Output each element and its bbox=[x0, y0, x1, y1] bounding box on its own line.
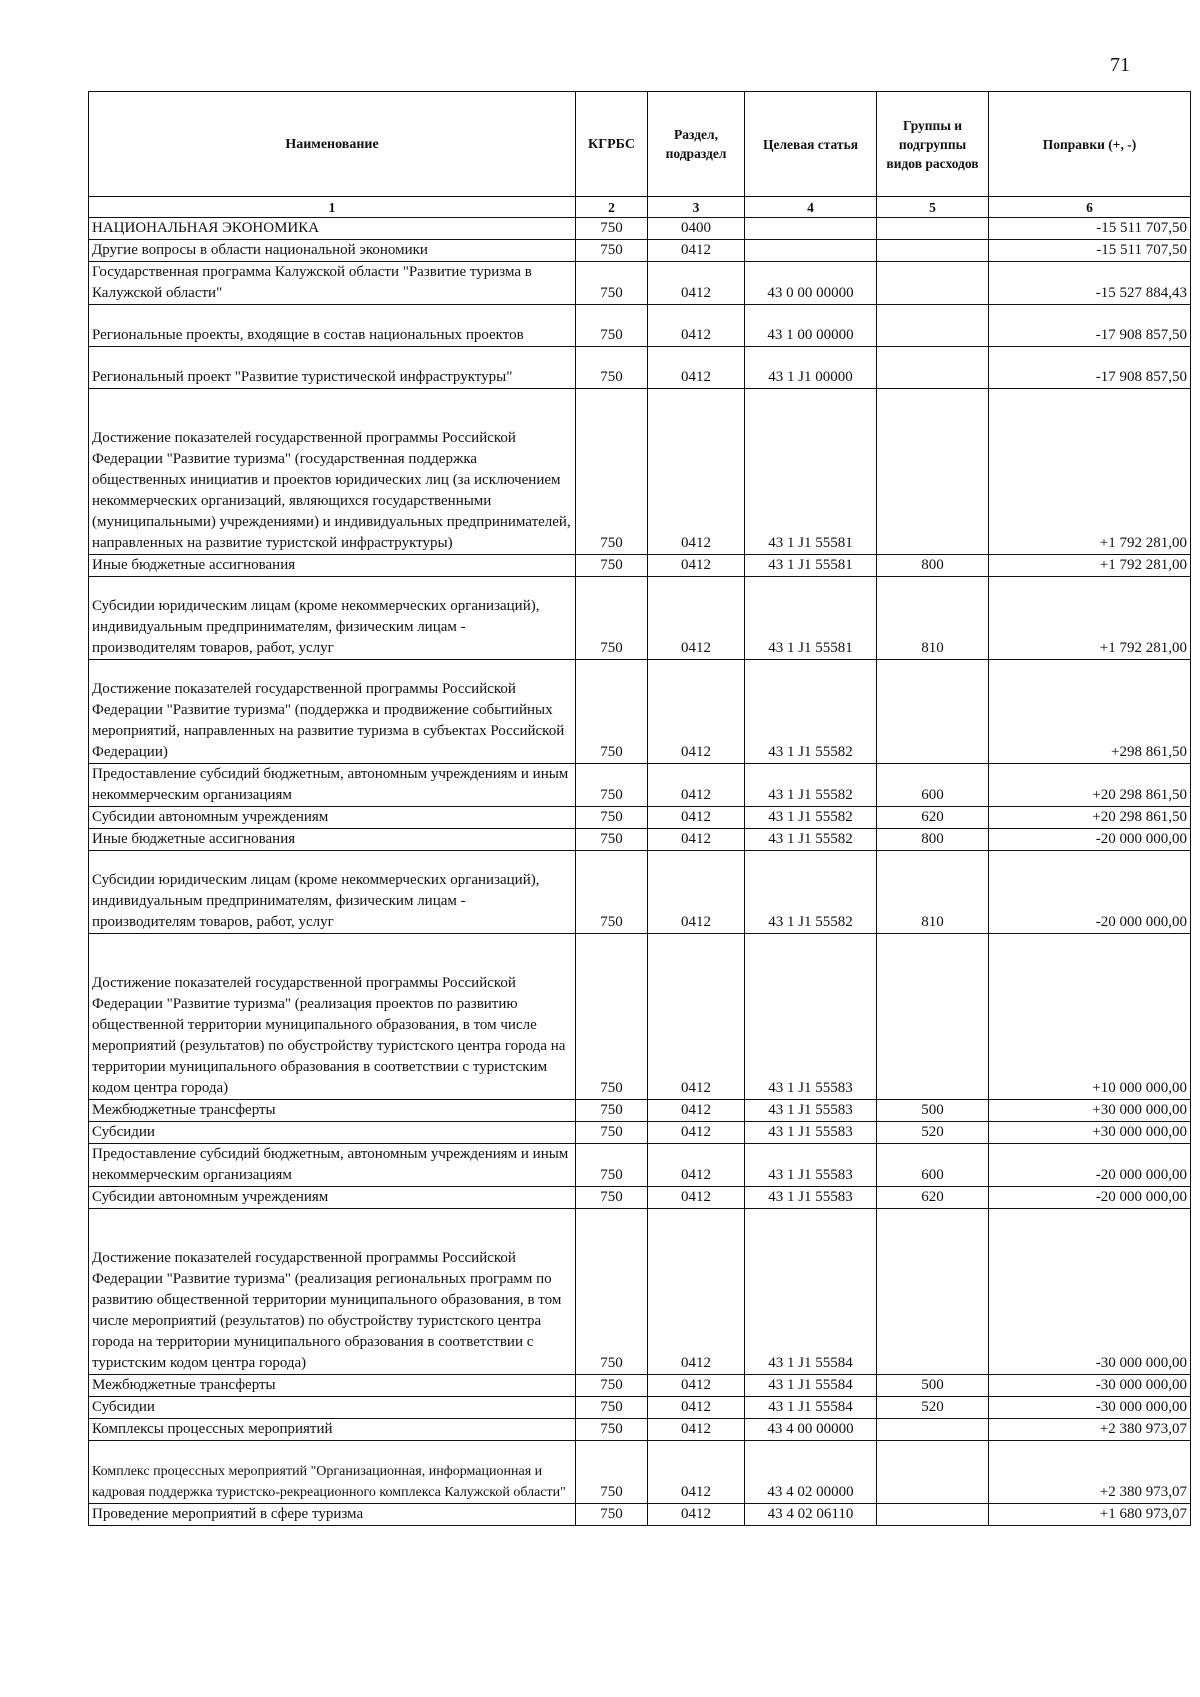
row-amount: +1 680 973,07 bbox=[989, 1504, 1191, 1526]
row-name: Региональные проекты, входящие в состав национальных проектов bbox=[89, 305, 576, 347]
row-target-article: 43 1 J1 00000 bbox=[745, 347, 877, 389]
table-row bbox=[89, 240, 1191, 262]
row-amount: -30 000 000,00 bbox=[989, 1397, 1191, 1419]
table-row bbox=[89, 829, 1191, 851]
row-kgrbs: 750 bbox=[576, 1397, 648, 1419]
row-section: 0412 bbox=[648, 1375, 745, 1397]
row-kgrbs: 750 bbox=[576, 829, 648, 851]
row-expense-group bbox=[877, 1209, 989, 1375]
row-section: 0412 bbox=[648, 829, 745, 851]
row-amount: +1 792 281,00 bbox=[989, 555, 1191, 577]
row-name: Предоставление субсидий бюджетным, автономным учреждениям и иным некоммерческим организациям bbox=[89, 764, 576, 807]
row-section: 0412 bbox=[648, 1187, 745, 1209]
row-name: Субсидии юридическим лицам (кроме некоммерческих организаций), индивидуальным предпринимателям, физическим лицам - производителям товаров, работ, услуг bbox=[89, 851, 576, 934]
table-row bbox=[89, 851, 1191, 934]
row-section: 0412 bbox=[648, 807, 745, 829]
row-kgrbs: 750 bbox=[576, 240, 648, 262]
row-amount: -30 000 000,00 bbox=[989, 1209, 1191, 1375]
row-kgrbs: 750 bbox=[576, 1209, 648, 1375]
row-target-article: 43 4 02 00000 bbox=[745, 1441, 877, 1504]
row-amount: +1 792 281,00 bbox=[989, 577, 1191, 660]
column-number: 4 bbox=[745, 197, 877, 218]
row-target-article: 43 1 J1 55581 bbox=[745, 555, 877, 577]
row-amount: -17 908 857,50 bbox=[989, 347, 1191, 389]
table-row bbox=[89, 934, 1191, 1100]
row-expense-group bbox=[877, 1504, 989, 1526]
row-amount: +20 298 861,50 bbox=[989, 807, 1191, 829]
row-expense-group: 810 bbox=[877, 577, 989, 660]
row-kgrbs: 750 bbox=[576, 389, 648, 555]
row-expense-group bbox=[877, 1419, 989, 1441]
row-target-article: 43 1 J1 55582 bbox=[745, 829, 877, 851]
row-name: Достижение показателей государственной программы Российской Федерации "Развитие туризма" (государственная поддержка общественных инициатив и проектов юридических лиц (за исключением некоммерческих организаций, являющихся государственными (муниципальными) учреждениями) и индивидуальных предпринимателей, направленных на развитие туристской инфраструктуры) bbox=[89, 389, 576, 555]
header-expense-group: Группы и подгруппы видов расходов bbox=[877, 92, 989, 197]
row-expense-group bbox=[877, 347, 989, 389]
row-name: Региональный проект "Развитие туристической инфраструктуры" bbox=[89, 347, 576, 389]
column-number: 6 bbox=[989, 197, 1191, 218]
table-column-numbers-row bbox=[89, 197, 1191, 218]
column-number: 1 bbox=[89, 197, 576, 218]
row-kgrbs: 750 bbox=[576, 347, 648, 389]
row-kgrbs: 750 bbox=[576, 764, 648, 807]
row-section: 0412 bbox=[648, 1100, 745, 1122]
table-row bbox=[89, 764, 1191, 807]
row-target-article: 43 1 J1 55583 bbox=[745, 934, 877, 1100]
table-row bbox=[89, 1397, 1191, 1419]
row-target-article: 43 1 J1 55581 bbox=[745, 577, 877, 660]
row-section: 0412 bbox=[648, 1209, 745, 1375]
row-kgrbs: 750 bbox=[576, 807, 648, 829]
row-name: Достижение показателей государственной программы Российской Федерации "Развитие туризма" (поддержка и продвижение событийных мероприятий, направленных на развитие туризма в субъектах Российской Федерации) bbox=[89, 660, 576, 764]
row-amount: +10 000 000,00 bbox=[989, 934, 1191, 1100]
row-kgrbs: 750 bbox=[576, 1122, 648, 1144]
table-body bbox=[89, 218, 1191, 1526]
budget-amendments-table bbox=[88, 91, 1191, 1526]
table-header-row bbox=[89, 92, 1191, 197]
row-expense-group: 520 bbox=[877, 1122, 989, 1144]
row-target-article: 43 0 00 00000 bbox=[745, 262, 877, 305]
row-target-article: 43 1 J1 55581 bbox=[745, 389, 877, 555]
row-kgrbs: 750 bbox=[576, 660, 648, 764]
row-target-article: 43 4 02 06110 bbox=[745, 1504, 877, 1526]
table-row bbox=[89, 1419, 1191, 1441]
table-row bbox=[89, 262, 1191, 305]
table-row bbox=[89, 555, 1191, 577]
row-target-article: 43 1 00 00000 bbox=[745, 305, 877, 347]
header-amendments: Поправки (+, -) bbox=[989, 92, 1191, 197]
row-name: Проведение мероприятий в сфере туризма bbox=[89, 1504, 576, 1526]
row-amount: +30 000 000,00 bbox=[989, 1100, 1191, 1122]
row-target-article: 43 4 00 00000 bbox=[745, 1419, 877, 1441]
table-row bbox=[89, 1504, 1191, 1526]
header-target-article: Целевая статья bbox=[745, 92, 877, 197]
row-kgrbs: 750 bbox=[576, 934, 648, 1100]
row-name: Иные бюджетные ассигнования bbox=[89, 829, 576, 851]
row-expense-group bbox=[877, 389, 989, 555]
table-row bbox=[89, 660, 1191, 764]
column-number: 2 bbox=[576, 197, 648, 218]
row-amount: +30 000 000,00 bbox=[989, 1122, 1191, 1144]
row-amount: -15 511 707,50 bbox=[989, 218, 1191, 240]
row-section: 0412 bbox=[648, 660, 745, 764]
row-amount: +1 792 281,00 bbox=[989, 389, 1191, 555]
row-amount: +2 380 973,07 bbox=[989, 1441, 1191, 1504]
row-expense-group: 600 bbox=[877, 1144, 989, 1187]
row-kgrbs: 750 bbox=[576, 1100, 648, 1122]
row-name: Субсидии автономным учреждениям bbox=[89, 807, 576, 829]
row-kgrbs: 750 bbox=[576, 1375, 648, 1397]
row-expense-group: 620 bbox=[877, 807, 989, 829]
row-target-article: 43 1 J1 55583 bbox=[745, 1187, 877, 1209]
row-name: Субсидии юридическим лицам (кроме некоммерческих организаций), индивидуальным предпринимателям, физическим лицам - производителям товаров, работ, услуг bbox=[89, 577, 576, 660]
row-expense-group bbox=[877, 934, 989, 1100]
table-row bbox=[89, 218, 1191, 240]
row-section: 0412 bbox=[648, 577, 745, 660]
row-name: Субсидии bbox=[89, 1397, 576, 1419]
row-expense-group bbox=[877, 305, 989, 347]
row-expense-group: 810 bbox=[877, 851, 989, 934]
table-row bbox=[89, 1441, 1191, 1504]
table-row bbox=[89, 389, 1191, 555]
row-kgrbs: 750 bbox=[576, 1504, 648, 1526]
row-kgrbs: 750 bbox=[576, 1144, 648, 1187]
row-name: Межбюджетные трансферты bbox=[89, 1100, 576, 1122]
row-amount: -20 000 000,00 bbox=[989, 851, 1191, 934]
row-section: 0412 bbox=[648, 305, 745, 347]
row-expense-group: 500 bbox=[877, 1375, 989, 1397]
header-kgrbs: КГРБС bbox=[576, 92, 648, 197]
row-target-article: 43 1 J1 55582 bbox=[745, 851, 877, 934]
row-target-article bbox=[745, 240, 877, 262]
table-row bbox=[89, 807, 1191, 829]
row-target-article: 43 1 J1 55582 bbox=[745, 660, 877, 764]
row-amount: -17 908 857,50 bbox=[989, 305, 1191, 347]
row-kgrbs: 750 bbox=[576, 851, 648, 934]
row-section: 0412 bbox=[648, 934, 745, 1100]
row-target-article: 43 1 J1 55582 bbox=[745, 764, 877, 807]
row-amount: +20 298 861,50 bbox=[989, 764, 1191, 807]
row-kgrbs: 750 bbox=[576, 305, 648, 347]
table-row bbox=[89, 1187, 1191, 1209]
row-name: НАЦИОНАЛЬНАЯ ЭКОНОМИКА bbox=[89, 218, 576, 240]
row-kgrbs: 750 bbox=[576, 577, 648, 660]
table-row bbox=[89, 1144, 1191, 1187]
row-name: Субсидии автономным учреждениям bbox=[89, 1187, 576, 1209]
row-kgrbs: 750 bbox=[576, 1187, 648, 1209]
row-amount: +2 380 973,07 bbox=[989, 1419, 1191, 1441]
row-amount: -30 000 000,00 bbox=[989, 1375, 1191, 1397]
row-target-article bbox=[745, 218, 877, 240]
table-row bbox=[89, 347, 1191, 389]
row-section: 0412 bbox=[648, 555, 745, 577]
row-name: Межбюджетные трансферты bbox=[89, 1375, 576, 1397]
row-name: Достижение показателей государственной программы Российской Федерации "Развитие туризма" (реализация проектов по развитию общественной территории муниципального образования, в том числе мероприятий (результатов) по обустройству туристского центра города на территории муниципального образования в соответствии с туристским кодом центра города) bbox=[89, 934, 576, 1100]
row-section: 0412 bbox=[648, 1504, 745, 1526]
row-section: 0412 bbox=[648, 240, 745, 262]
row-name: Комплекс процессных мероприятий "Организационная, информационная и кадровая поддержка туристско-рекреационного комплекса Калужской области" bbox=[89, 1441, 576, 1504]
row-name: Предоставление субсидий бюджетным, автономным учреждениям и иным некоммерческим организациям bbox=[89, 1144, 576, 1187]
row-section: 0400 bbox=[648, 218, 745, 240]
row-section: 0412 bbox=[648, 764, 745, 807]
row-name: Комплексы процессных мероприятий bbox=[89, 1419, 576, 1441]
row-expense-group bbox=[877, 660, 989, 764]
row-kgrbs: 750 bbox=[576, 1419, 648, 1441]
row-kgrbs: 750 bbox=[576, 218, 648, 240]
page-number: 71 bbox=[1110, 54, 1130, 76]
row-target-article: 43 1 J1 55584 bbox=[745, 1375, 877, 1397]
row-name: Достижение показателей государственной программы Российской Федерации "Развитие туризма" (реализация региональных программ по развитию общественной территории муниципального образования, в том числе мероприятий (результатов) по обустройству туристского центра города на территории муниципального образования в соответствии с туристским кодом центра города) bbox=[89, 1209, 576, 1375]
row-amount: -20 000 000,00 bbox=[989, 1144, 1191, 1187]
table-row bbox=[89, 305, 1191, 347]
header-section: Раздел, подраздел bbox=[648, 92, 745, 197]
row-target-article: 43 1 J1 55584 bbox=[745, 1209, 877, 1375]
row-section: 0412 bbox=[648, 1397, 745, 1419]
row-kgrbs: 750 bbox=[576, 1441, 648, 1504]
row-section: 0412 bbox=[648, 1122, 745, 1144]
row-expense-group: 500 bbox=[877, 1100, 989, 1122]
row-name: Субсидии bbox=[89, 1122, 576, 1144]
row-kgrbs: 750 bbox=[576, 262, 648, 305]
table-row bbox=[89, 1100, 1191, 1122]
row-target-article: 43 1 J1 55583 bbox=[745, 1144, 877, 1187]
row-expense-group: 620 bbox=[877, 1187, 989, 1209]
row-amount: -15 527 884,43 bbox=[989, 262, 1191, 305]
row-section: 0412 bbox=[648, 1419, 745, 1441]
row-expense-group: 600 bbox=[877, 764, 989, 807]
row-target-article: 43 1 J1 55583 bbox=[745, 1100, 877, 1122]
row-name: Другие вопросы в области национальной экономики bbox=[89, 240, 576, 262]
row-name: Государственная программа Калужской области "Развитие туризма в Калужской области" bbox=[89, 262, 576, 305]
row-section: 0412 bbox=[648, 1441, 745, 1504]
row-expense-group bbox=[877, 262, 989, 305]
table-row bbox=[89, 1209, 1191, 1375]
row-target-article: 43 1 J1 55584 bbox=[745, 1397, 877, 1419]
row-section: 0412 bbox=[648, 1144, 745, 1187]
column-number: 3 bbox=[648, 197, 745, 218]
row-name: Иные бюджетные ассигнования bbox=[89, 555, 576, 577]
row-target-article: 43 1 J1 55582 bbox=[745, 807, 877, 829]
column-number: 5 bbox=[877, 197, 989, 218]
row-section: 0412 bbox=[648, 389, 745, 555]
row-section: 0412 bbox=[648, 347, 745, 389]
row-expense-group bbox=[877, 240, 989, 262]
row-section: 0412 bbox=[648, 851, 745, 934]
row-expense-group: 800 bbox=[877, 555, 989, 577]
row-kgrbs: 750 bbox=[576, 555, 648, 577]
row-target-article: 43 1 J1 55583 bbox=[745, 1122, 877, 1144]
table-row bbox=[89, 1375, 1191, 1397]
header-name: Наименование bbox=[89, 92, 576, 197]
row-expense-group: 800 bbox=[877, 829, 989, 851]
row-expense-group bbox=[877, 218, 989, 240]
row-expense-group bbox=[877, 1441, 989, 1504]
row-section: 0412 bbox=[648, 262, 745, 305]
row-amount: -20 000 000,00 bbox=[989, 829, 1191, 851]
table-row bbox=[89, 1122, 1191, 1144]
row-expense-group: 520 bbox=[877, 1397, 989, 1419]
row-amount: -20 000 000,00 bbox=[989, 1187, 1191, 1209]
row-amount: +298 861,50 bbox=[989, 660, 1191, 764]
row-amount: -15 511 707,50 bbox=[989, 240, 1191, 262]
table-row bbox=[89, 577, 1191, 660]
